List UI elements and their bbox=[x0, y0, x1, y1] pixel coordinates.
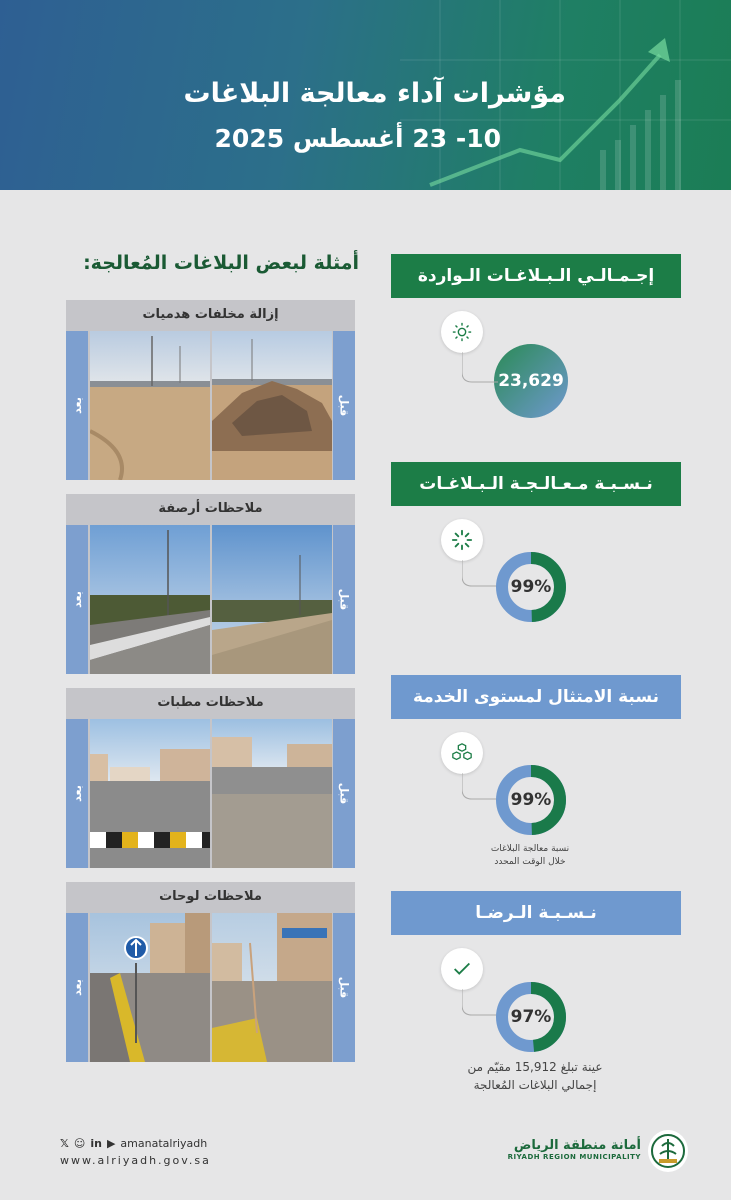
before-label: قبل bbox=[333, 913, 355, 1062]
municipality-logo-icon bbox=[648, 1130, 688, 1172]
compliance-note bbox=[470, 843, 590, 869]
org-name-ar: أمانة منطقة الرياض bbox=[513, 1138, 641, 1153]
compliance-note-line1: نسبة معالجة البلاغات bbox=[490, 844, 570, 854]
x-icon[interactable]: 𝕏 bbox=[60, 1137, 69, 1150]
example-card-sidewalks bbox=[66, 494, 355, 674]
satisfaction-note-line2: إجمالي البلاغات المُعالجة bbox=[473, 1078, 597, 1092]
example-card-speedbumps bbox=[66, 688, 355, 868]
before-photo bbox=[212, 719, 332, 868]
before-label: قبل bbox=[333, 331, 355, 480]
example-caption: إزالة مخلفات هدميات bbox=[142, 306, 279, 322]
satisfaction-rate-label: نـسـبـة الـرضـا bbox=[391, 891, 681, 935]
gear-icon bbox=[441, 311, 483, 353]
before-photo bbox=[212, 913, 332, 1062]
example-caption: ملاحظات أرصفة bbox=[158, 500, 263, 516]
header-banner bbox=[0, 0, 731, 190]
compliance-rate-label: نسبة الامتثال لمستوى الخدمة bbox=[391, 675, 681, 719]
youtube-icon[interactable]: ▶ bbox=[106, 1137, 116, 1150]
after-photo bbox=[90, 719, 210, 868]
before-label: قبل bbox=[333, 719, 355, 868]
compliance-rate-gauge bbox=[494, 763, 568, 837]
examples-title: أمثلة لبعض البلاغات المُعالجة: bbox=[83, 252, 359, 274]
total-reports-label: إجـمـالـي الـبـلاغـات الـواردة bbox=[391, 254, 681, 298]
satisfaction-rate-value: 97% bbox=[510, 1007, 552, 1027]
compliance-note-line2: خلال الوقت المحدد bbox=[494, 857, 566, 867]
social-links bbox=[60, 1137, 207, 1150]
processing-rate-value: 99% bbox=[510, 577, 552, 597]
page-title: مؤشرات آداء معالجة البلاغات bbox=[183, 78, 566, 109]
total-reports-badge bbox=[494, 344, 568, 418]
satisfaction-note bbox=[445, 1058, 625, 1094]
report-period: 10- 23 أغسطس 2025 bbox=[214, 124, 501, 153]
satisfaction-rate-gauge bbox=[494, 980, 568, 1054]
satisfaction-note-line1: عينة تبلغ 15,912 مقيّم من bbox=[467, 1060, 603, 1074]
total-reports-value: 23,629 bbox=[498, 371, 564, 391]
social-handle: amanatalriyadh bbox=[120, 1137, 208, 1150]
before-photo bbox=[212, 525, 332, 674]
example-caption: ملاحظات مطبات bbox=[157, 694, 264, 710]
after-photo bbox=[90, 913, 210, 1062]
before-photo bbox=[212, 331, 332, 480]
check-icon bbox=[441, 948, 483, 990]
org-name bbox=[508, 1138, 641, 1161]
example-card-debris bbox=[66, 300, 355, 480]
after-label: بعد bbox=[66, 719, 88, 868]
example-caption: ملاحظات لوحات bbox=[159, 888, 262, 904]
org-name-en: RIYADH REGION MUNICIPALITY bbox=[507, 1153, 641, 1161]
connector-line bbox=[462, 773, 498, 803]
after-label: بعد bbox=[66, 913, 88, 1062]
example-card-signs bbox=[66, 882, 355, 1062]
after-photo bbox=[90, 525, 210, 674]
connector-line bbox=[462, 989, 498, 1019]
compliance-rate-value: 99% bbox=[510, 790, 552, 810]
snapchat-icon[interactable]: ☺ bbox=[73, 1137, 86, 1150]
linkedin-icon[interactable]: in bbox=[90, 1137, 102, 1150]
connector-line bbox=[462, 560, 498, 590]
after-label: بعد bbox=[66, 525, 88, 674]
after-label: بعد bbox=[66, 331, 88, 480]
processing-rate-gauge bbox=[494, 550, 568, 624]
connector-line bbox=[462, 352, 498, 386]
before-label: قبل bbox=[333, 525, 355, 674]
after-photo bbox=[90, 331, 210, 480]
website-link[interactable]: www.alriyadh.gov.sa bbox=[60, 1154, 211, 1167]
loading-icon bbox=[441, 519, 483, 561]
processing-rate-label: نـسـبـة مـعـالـجـة الـبـلاغـات bbox=[391, 462, 681, 506]
cubes-icon bbox=[441, 732, 483, 774]
